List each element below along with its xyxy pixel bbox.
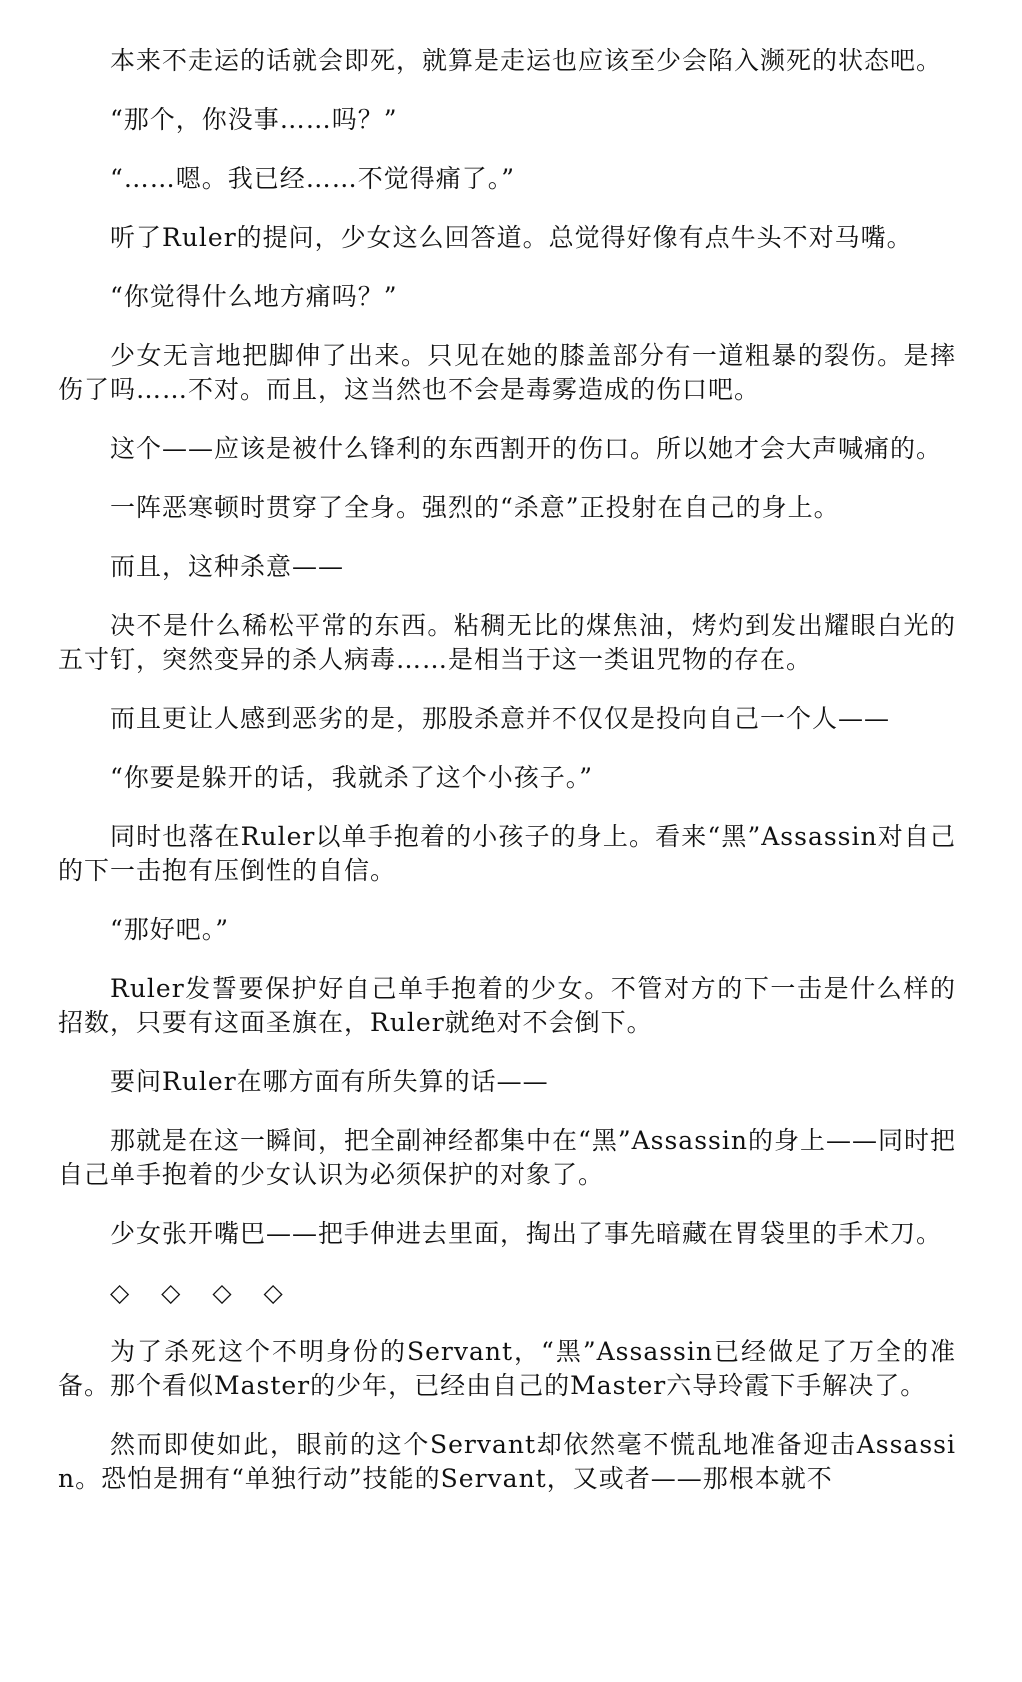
section-divider: ◇ ◇ ◇ ◇ (110, 1278, 295, 1307)
paragraph: 决不是什么稀松平常的东西。粘稠无比的煤焦油，烤灼到发出耀眼白光的五寸钉，突然变异的杀人病毒……是相当于这一类诅咒物的存在。 (58, 611, 956, 674)
paragraph: “……嗯。我已经……不觉得痛了。” (110, 164, 516, 193)
paragraph: 而且，这种杀意—— (110, 552, 345, 581)
paragraph: 那就是在这一瞬间，把全副神经都集中在“黑”Assassin的身上——同时把自己单手抱着的少女认识为必须保护的对象了。 (58, 1126, 956, 1189)
paragraph: 听了Ruler的提问，少女这么回答道。总觉得好像有点牛头不对马嘴。 (110, 223, 913, 252)
paragraph: 而且更让人感到恶劣的是，那股杀意并不仅仅是投向自己一个人—— (110, 704, 891, 733)
paragraph: 同时也落在Ruler以单手抱着的小孩子的身上。看来“黑”Assassin对自己的下一击抱有压倒性的自信。 (58, 822, 956, 885)
paragraph: 少女张开嘴巴——把手伸进去里面，掏出了事先暗藏在胃袋里的手术刀。 (110, 1219, 943, 1248)
paragraph: Ruler发誓要保护好自己单手抱着的少女。不管对方的下一击是什么样的招数，只要有这面圣旗在，Ruler就绝对不会倒下。 (58, 974, 956, 1037)
paragraph: “那个，你没事……吗？” (110, 105, 398, 134)
paragraph: 然而即使如此，眼前的这个Servant却依然毫不慌乱地准备迎击Assassin。恐怕是拥有“单独行动”技能的Servant，又或者——那根本就不 (58, 1430, 956, 1493)
paragraph: 本来不走运的话就会即死，就算是走运也应该至少会陷入濒死的状态吧。 (110, 46, 943, 75)
paragraph: “那好吧。” (110, 915, 230, 944)
paragraph: “你觉得什么地方痛吗？” (110, 282, 398, 311)
body-text (58, 44, 956, 1521)
paragraph: 一阵恶寒顿时贯穿了全身。强烈的“杀意”正投射在自己的身上。 (110, 493, 840, 522)
paragraph: “你要是躲开的话，我就杀了这个小孩子。” (110, 763, 594, 792)
paragraph: 少女无言地把脚伸了出来。只见在她的膝盖部分有一道粗暴的裂伤。是摔伤了吗……不对。而且，这当然也不会是毒雾造成的伤口吧。 (58, 341, 956, 404)
paragraph: 为了杀死这个不明身份的Servant，“黑”Assassin已经做足了万全的准备。那个看似Master的少年，已经由自己的Master六导玲霞下手解决了。 (58, 1337, 956, 1400)
paragraph: 要问Ruler在哪方面有所失算的话—— (110, 1067, 549, 1096)
paragraph: 这个——应该是被什么锋利的东西割开的伤口。所以她才会大声喊痛的。 (110, 434, 943, 463)
